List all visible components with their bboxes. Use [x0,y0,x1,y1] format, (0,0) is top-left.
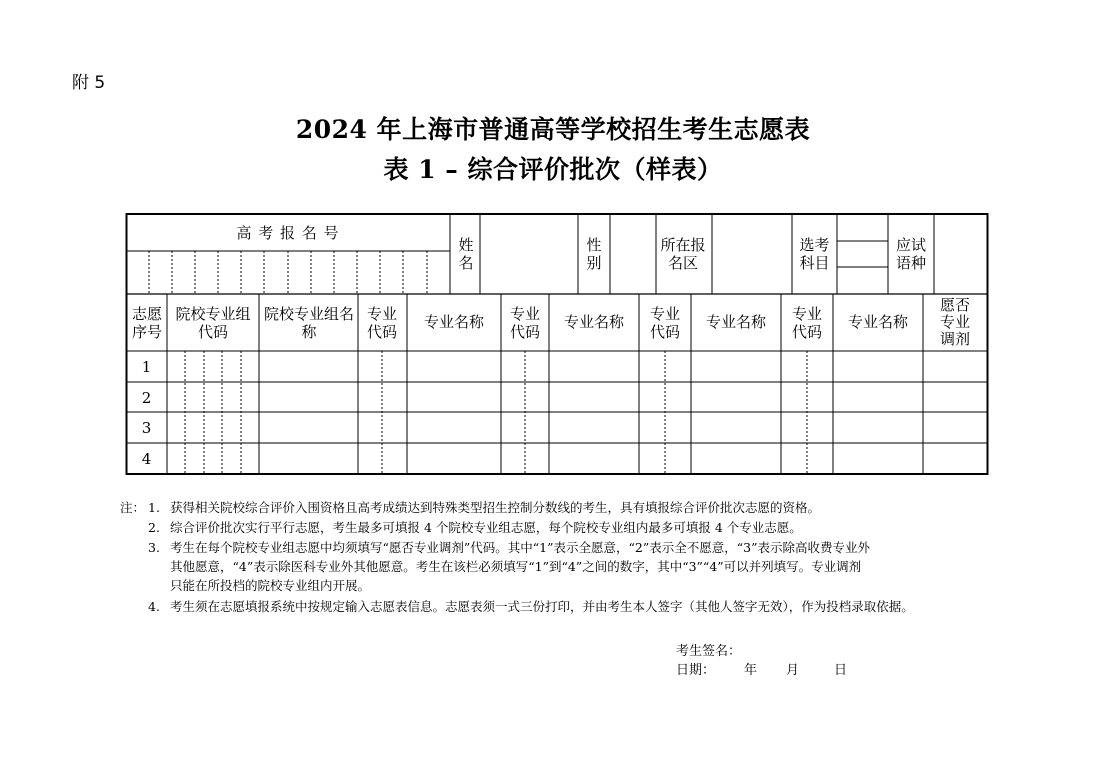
row-number: 2 [141,389,152,407]
signature-field[interactable] [740,636,860,656]
date-month: 月 [786,663,800,678]
note-4: 考生须在志愿填报系统中按规定输入志愿表信息。志愿表须一式三份打印，并由考生本人签字（其他人签字无效），作为投档录取依据。 [170,599,914,614]
col-group-name: 院校专业组名称 [264,305,355,341]
col-seq: 志愿序号 [131,305,162,341]
annex-label: 附 5 [72,73,106,93]
note-2-number: 2. [148,520,160,535]
signature-label: 考生签名： [676,644,742,659]
page-subtitle: 表 1 – 综合评价批次（样表） [383,155,723,184]
col-major-name-2: 专业名称 [563,313,624,331]
col-major-name-1: 专业名称 [423,313,484,331]
note-3-number: 3. [148,540,160,555]
col-major-name-3: 专业名称 [705,313,766,331]
note-2: 综合评价批次实行平行志愿，考生最多可填报 4 个院校专业组志愿，每个院校专业组内最多可填报 4 个专业志愿。 [170,520,802,535]
language-label: 应试语种 [895,236,926,272]
col-major-code-1: 专业代码 [366,305,397,341]
note-4-number: 4. [148,599,160,614]
note-3-line-c: 只能在所投档的院校专业组内开展。 [170,578,371,593]
name-label: 姓名 [458,236,474,272]
col-adjust: 愿否专业调剂 [939,296,970,348]
region-field[interactable] [712,214,792,294]
notes-prefix: 注： [120,500,146,515]
col-group-code: 院校专业组代码 [175,305,251,341]
gender-field[interactable] [610,214,656,294]
exam-number-label: 高 考 报 名 号 [236,224,340,242]
row-number: 1 [141,358,152,376]
col-major-code-4: 专业代码 [791,305,822,341]
name-field[interactable] [480,214,578,294]
date-year: 年 [744,663,758,678]
date-label: 日期： [676,663,716,678]
row-number: 4 [141,450,152,468]
note-1: 获得相关院校综合评价入围资格且高考成绩达到特殊类型招生控制分数线的考生，具有填报综合评价批次志愿的资格。 [170,500,821,515]
col-major-name-4: 专业名称 [847,313,908,331]
note-3-line-a: 考生在每个院校专业组志愿中均须填写“愿否专业调剂”代码。其中“1”表示全愿意，“2”表示全不愿意，“3”表示除高收费专业外 [170,540,870,555]
gender-label: 性别 [586,236,602,272]
note-3-line-b: 其他愿意，“4”表示除医科专业外其他愿意。考生在该栏必须填写“1”到“4”之间的数字，其中“3”“4”可以并列填写。专业调剂 [170,559,862,574]
row-number: 3 [141,419,152,437]
region-label: 所在报名区 [660,236,706,272]
subjects-label: 选考科目 [799,236,830,272]
note-1-number: 1. [148,500,160,515]
page-title: 2024 年上海市普通高等学校招生考生志愿表 [295,115,811,144]
col-major-code-2: 专业代码 [509,305,540,341]
date-day: 日 [834,663,848,678]
col-major-code-3: 专业代码 [649,305,680,341]
